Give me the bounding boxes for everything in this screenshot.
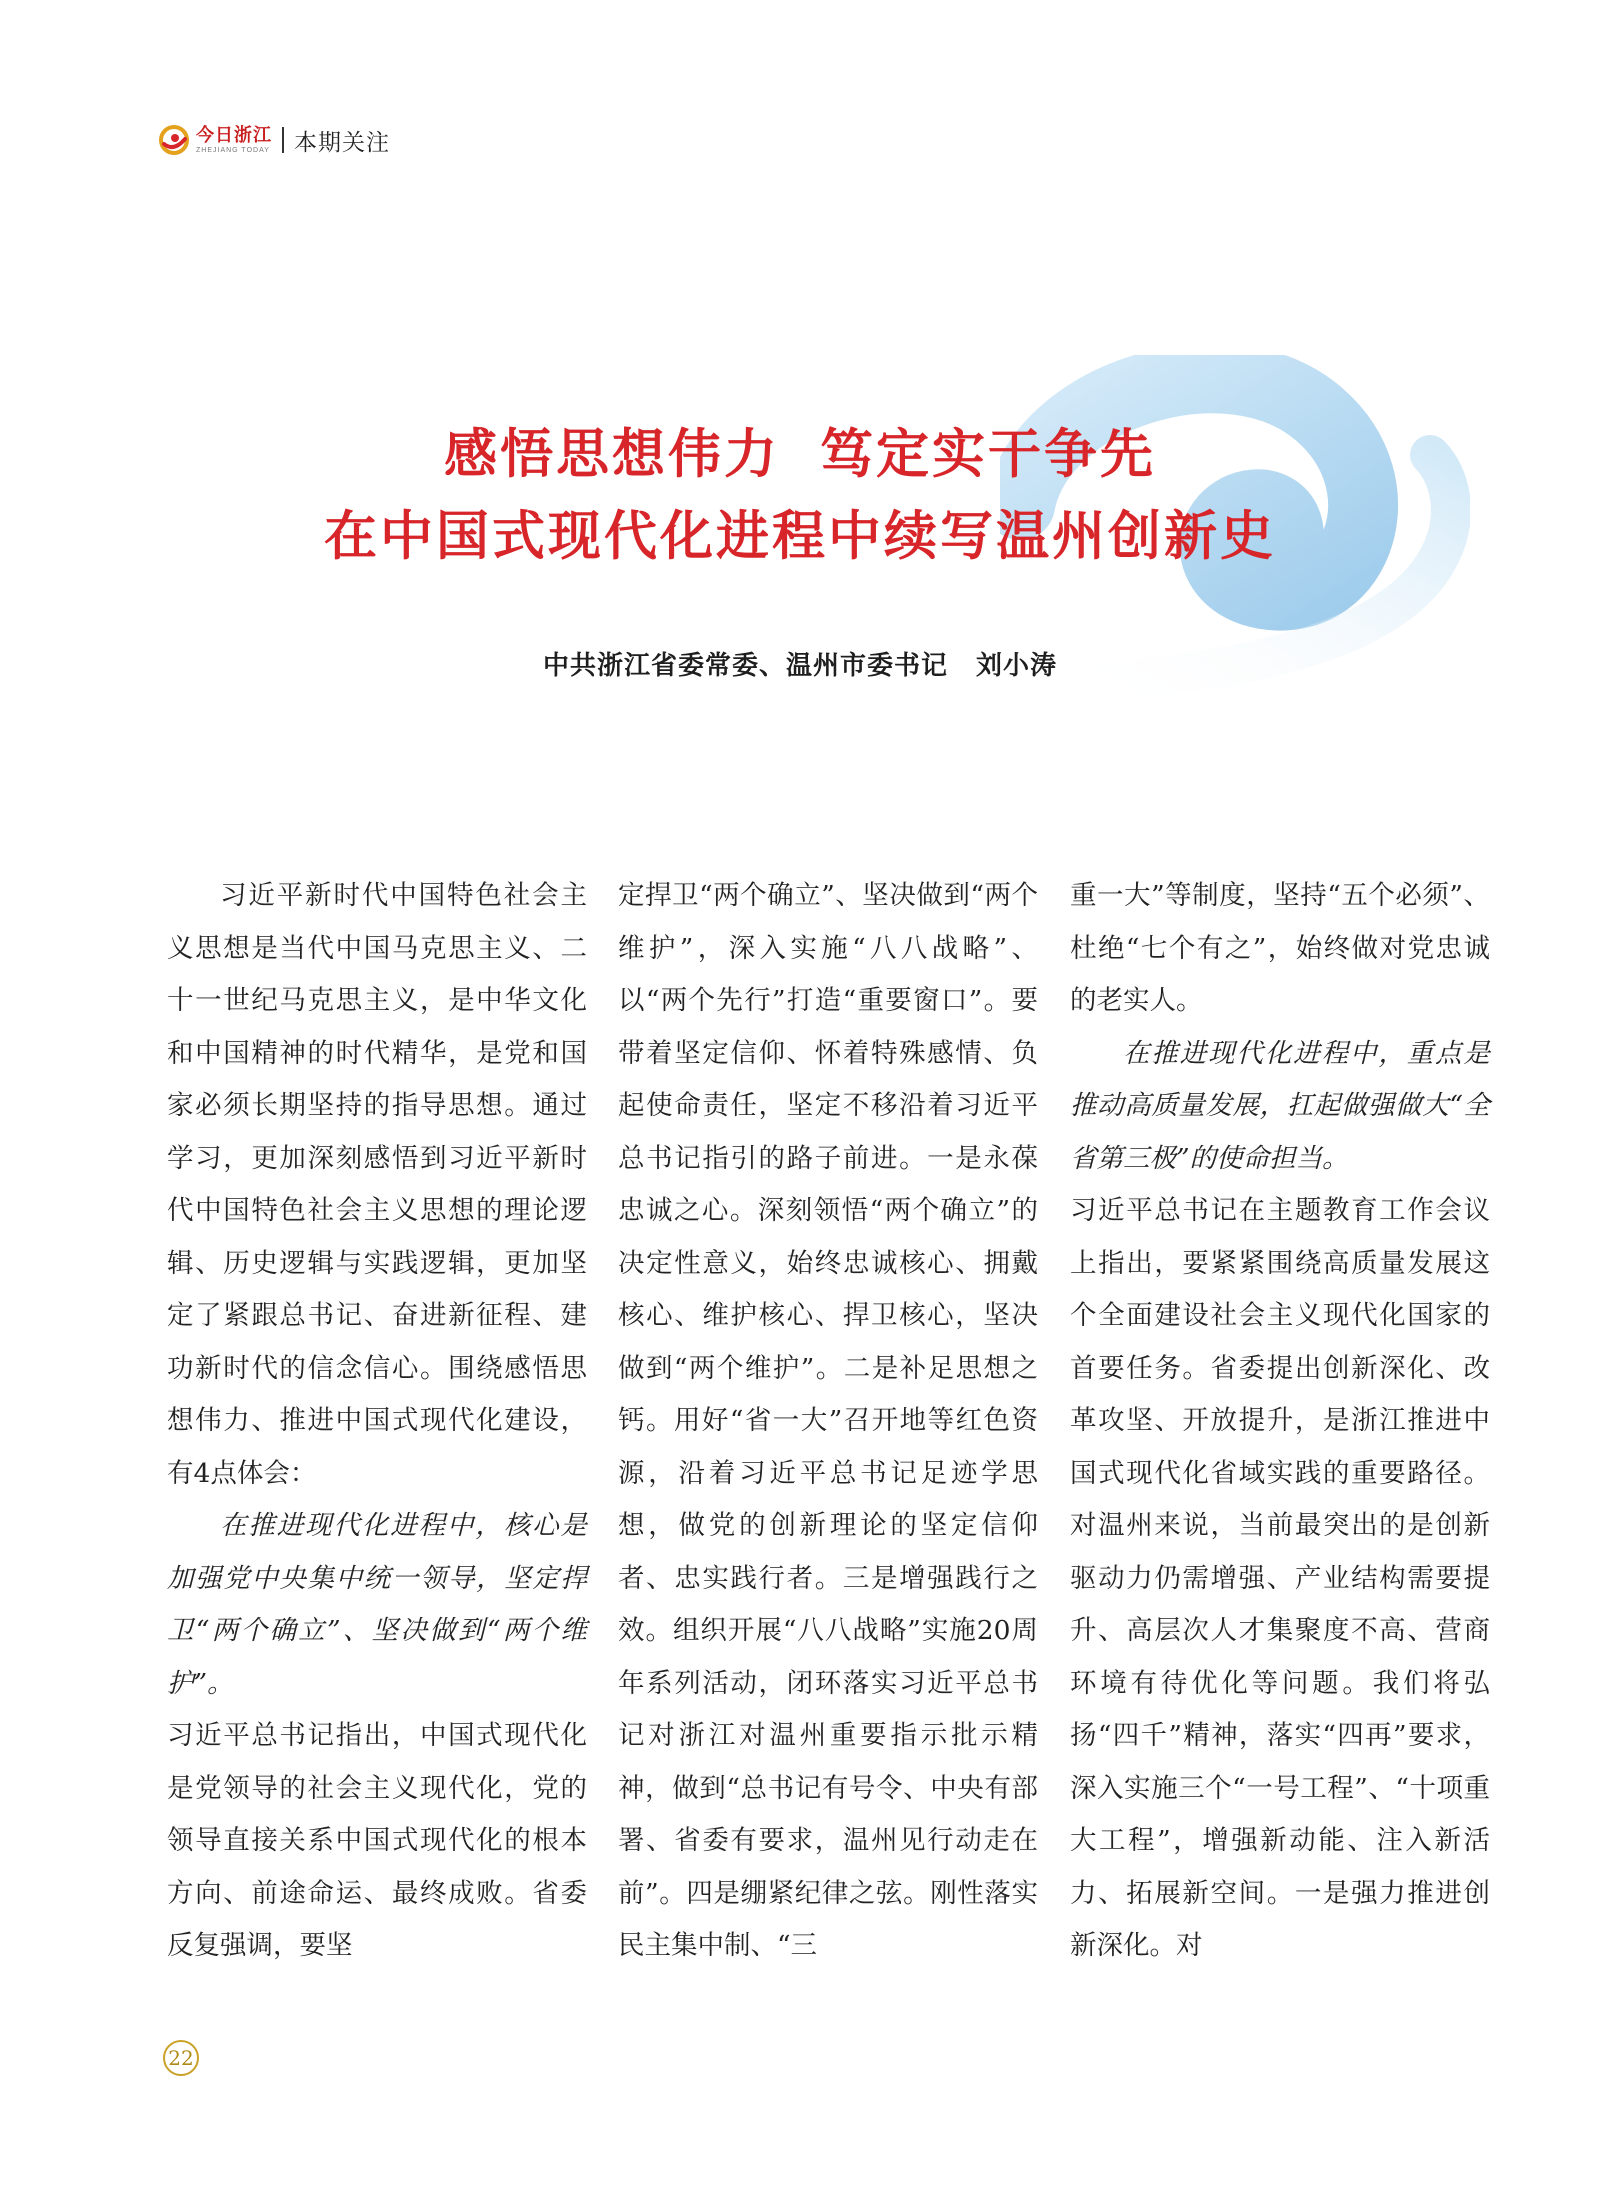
- author-byline: [0, 645, 1600, 682]
- paragraph: 习近平新时代中国特色社会主义思想是当代中国马克思主义、二十一世纪马克思主义，是中华文化和中国精神的时代精华，是党和国家必须长期坚持的指导思想。通过学习，更加深刻感悟到习近平新时代中国特色社会主义思想的理论逻辑、历史逻辑与实践逻辑，更加坚定了紧跟总书记、奋进新征程、建功新时代的信念信心。围绕感悟思想伟力、推进中国式现代化建设，有4点体会：: [167, 880, 587, 1489]
- page-number: 22: [163, 2040, 199, 2076]
- title-part-2: 笃定实干争先: [820, 424, 1156, 485]
- text-column-3: [1070, 870, 1490, 1973]
- paragraph: 定捍卫“两个确立”、坚决做到“两个维护”，深入实施“八八战略”、以“两个先行”打造“重要窗口”。要带着坚定信仰、怀着特殊感情、负起使命责任，坚定不移沿着习近平总书记指引的路子前进。一是永葆忠诚之心。深刻领悟“两个确立”的决定性意义，始终忠诚核心、拥戴核心、维护核心、捍卫核心，坚决做到“两个维护”。二是补足思想之钙。用好“省一大”召开地等红色资源，沿着习近平总书记足迹学思想，做党的创新理论的坚定信仰者、忠实践行者。三是增强践行之效。组织开展“八八战略”实施20周年系列活动，闭环落实习近平总书记对浙江对温州重要指示批示精神，做到“总书记有号令、中央有部署、省委有要求，温州见行动走在前”。四是绷紧纪律之弦。刚性落实民主集中制、“三: [618, 880, 1038, 1961]
- title-part-1: 感悟思想伟力: [444, 424, 780, 485]
- magazine-logo: [158, 118, 272, 162]
- header-divider: [282, 127, 284, 153]
- title-line-1: [0, 414, 1600, 496]
- author-position: 中共浙江省委常委、温州市委书记: [542, 651, 948, 681]
- title-line-2: 在中国式现代化进程中续写温州创新史: [324, 506, 1276, 567]
- article-title: [0, 414, 1600, 578]
- subheading-paragraph: 在推进现代化进程中，核心是加强党中央集中统一领导，坚定捍卫“两个确立”、坚决做到“两个维护”。: [167, 1510, 587, 1699]
- sun-logo-icon: [158, 124, 190, 156]
- section-title: 本期关注: [294, 129, 390, 156]
- text-column-2: [618, 870, 1038, 1973]
- paragraph: 重一大”等制度，坚持“五个必须”、杜绝“七个有之”，始终做对党忠诚的老实人。: [1070, 880, 1490, 1016]
- text-column-1: [167, 870, 587, 1973]
- header: [158, 118, 390, 162]
- subheading-paragraph: 在推进现代化进程中，重点是推动高质量发展，扛起做强做大“全省第三极”的使命担当。: [1070, 1037, 1490, 1174]
- paragraph: 习近平总书记指出，中国式现代化是党领导的社会主义现代化，党的领导直接关系中国式现代化的根本方向、前途命运、最终成败。省委反复强调，要坚: [167, 1720, 587, 1961]
- logo-english-text: ZHEJIANG TODAY: [196, 146, 270, 154]
- author-name: 刘小涛: [976, 651, 1058, 681]
- paragraph: 习近平总书记在主题教育工作会议上指出，要紧紧围绕高质量发展这个全面建设社会主义现代化国家的首要任务。省委提出创新深化、改革攻坚、开放提升，是浙江推进中国式现代化省域实践的重要路径。对温州来说，当前最突出的是创新驱动力仍需增强、产业结构需要提升、高层次人才集聚度不高、营商环境有待优化等问题。我们将弘扬“四千”精神，落实“四再”要求，深入实施三个“一号工程”、“十项重大工程”，增强新动能、注入新活力、拓展新空间。一是强力推进创新深化。对: [1070, 1195, 1490, 1961]
- logo-chinese-text: 今日浙江: [196, 124, 272, 146]
